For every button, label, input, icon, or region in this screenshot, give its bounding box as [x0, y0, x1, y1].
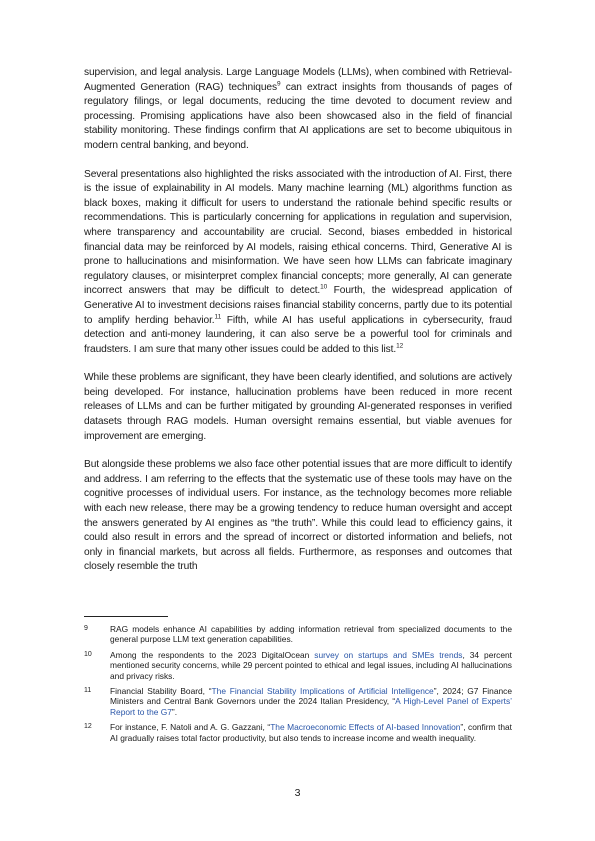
- footnote-body: Financial Stability Board, “: [110, 686, 212, 697]
- survey-link[interactable]: survey on startups and SMEs trends: [314, 649, 463, 660]
- footnotes: [84, 624, 512, 748]
- footnote-number: 11: [84, 687, 92, 695]
- footnote-number: 9: [84, 625, 88, 632]
- paragraph-text: Several presentations also highlighted the risks associated with the introduction of AI. First, there is the issue of explainability in AI models. Many machine learning (ML) algorithms function as black boxes, making it difficult for users to understand the rationale behind specific results or recommendations. This is particularly concerning for applications in regulation and supervision, where transparency and accountability are crucial. Second, biases embedded in historical financial data may be reinforced by AI models, raising ethical concerns. Third, Generative AI is prone to hallucinations and misinformation. We have seen how LLMs can fabricate imaginary regulatory clauses, or misinterpret complex financial concepts; more generally, AI can generate incorrect answers that may be difficult to detect.: [84, 168, 512, 297]
- paragraph-4: [84, 458, 512, 575]
- footnote-text: [110, 624, 512, 645]
- footnote-divider: [84, 616, 168, 617]
- footnote-11: [84, 686, 512, 717]
- footnote-ref-9[interactable]: 9: [276, 80, 281, 88]
- footnote-number: 10: [84, 650, 92, 658]
- footnote-body: RAG models enhance AI capabilities by adding information retrieval from specialized documents to the general purpose LLM text generation capabilities.: [110, 624, 512, 645]
- paragraph-text: can extract insights from thousands of pages of regulatory filings, or legal documents, reducing the time devoted to document review and processing. Promising applications have also been showcased also in the field of financial stability monitoring. These findings confirm that AI applications are set to become ubiquitous in modern central banking, and beyond.: [84, 81, 512, 151]
- paragraph-text: supervision, and legal analysis. Large Language Models (LLMs), when combined with Retrieval-Augmented Generation (RAG) techniques: [84, 67, 512, 93]
- fsb-report-link[interactable]: The Financial Stability Implications of Artificial Intelligence: [211, 686, 434, 697]
- footnote-body: ”.: [171, 706, 178, 717]
- footnote-body: , 34 percent mentioned security concerns, while 29 percent pointed to ethical and legal issues, including AI hallucinations and privacy risks.: [110, 649, 512, 681]
- paragraph-text: While these problems are significant, they have been clearly identified, and solutions are actively being developed. For instance, hallucination problems have been reduced in more recent releases of LLMs and can be further mitigated by grounding AI-generated responses in verified datasets through RAG models. Human oversight remains essential, but viable avenues for improvement are emerging.: [84, 372, 512, 442]
- footnote-9: [84, 624, 512, 645]
- footnote-text: [110, 722, 512, 743]
- footnote-12: [84, 722, 512, 743]
- footnote-body: Among the respondents to the 2023 DigitalOcean: [110, 649, 315, 660]
- footnote-body: ”, confirm that AI gradually raises total factor productivity, but also tends to increase income and wealth inequality.: [110, 722, 512, 743]
- paragraph-text: Fifth, while AI has useful applications in cybersecurity, fraud detection and anti-money laundering, it can also serve be a powerful tool for criminals and fraudsters. I am sure that many other issues could be added to this list.: [84, 314, 512, 355]
- footnote-text: [110, 650, 512, 681]
- g7-report-link[interactable]: A High-Level Panel of Experts’ Report to the G7: [110, 696, 513, 717]
- page-number: 3: [294, 787, 301, 799]
- footnote-body: ”, 2024; G7 Finance Ministers and Central Bank Governors under the 2024 Italian Presidency, “: [110, 686, 512, 707]
- paper-link[interactable]: The Macroeconomic Effects of AI-based Innovation: [270, 722, 461, 733]
- paragraph-text: Fourth, the widespread application of Generative AI to investment decisions raises financial stability concerns, partly due to its potential to amplify herding behavior.: [84, 285, 512, 326]
- paragraph-3: [84, 371, 512, 444]
- footnote-ref-12[interactable]: 12: [396, 342, 404, 350]
- footnote-body: For instance, F. Natoli and A. G. Gazzani, “: [110, 722, 271, 733]
- footnote-10: [84, 650, 512, 681]
- footnote-number: 12: [84, 723, 92, 731]
- footnote-text: [110, 686, 512, 717]
- paragraph-1: [84, 66, 512, 154]
- paragraph-text: But alongside these problems we also face other potential issues that are more difficult to identify and address. I am referring to the effects that the systematic use of these tools may have on the cognitive processes of individual users. For instance, as the technology becomes more reliable with each new release, there may be a growing tendency to reduce human oversight and accept the answers generated by AI engines as “the truth”. While this could lead to efficiency gains, it could also result in errors and the spread of incorrect or distorted information and beliefs, not only in financial markets, but across all fields. Furthermore, as responses and outcomes that closely resemble the truth: [84, 459, 512, 573]
- body-text: [84, 66, 512, 589]
- footnote-ref-11[interactable]: 11: [214, 313, 222, 321]
- footnote-ref-10[interactable]: 10: [320, 283, 328, 291]
- paragraph-2: [84, 168, 512, 358]
